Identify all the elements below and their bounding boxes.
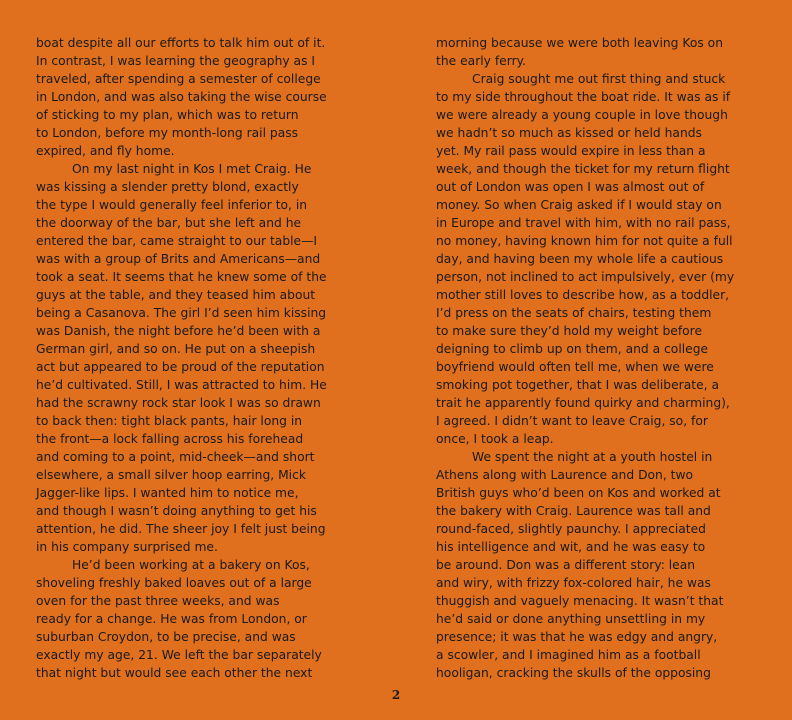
text-line: boyfriend would often tell me, when we were [436,360,714,374]
text-line: took a seat. It seems that he knew some of the [36,270,327,284]
text-line: he’d cultivated. Still, I was attracted to him. He [36,378,327,392]
text-line: boat despite all our efforts to talk him out of it. [36,36,326,50]
text-line: that night but would see each other the next [36,666,313,680]
text-line: German girl, and so on. He put on a sheepish [36,342,316,356]
page-number: 2 [391,688,401,702]
text-line: he’d said or done anything unsettling in my [436,612,706,626]
text-line: presence; it was that he was edgy and angry, [436,630,718,644]
text-line: to back then: tight black pants, hair long in [36,414,303,428]
text-line: thuggish and vaguely menacing. It wasn’t that [436,594,724,608]
text-line: round-faced, slightly paunchy. I appreciated [436,522,706,536]
text-line: deigning to climb up on them, and a college [436,342,709,356]
text-line: yet. My rail pass would expire in less than a [436,144,706,158]
text-line: the front—a lock falling across his forehead [36,432,304,446]
text-line: of sticking to my plan, which was to return [36,108,299,122]
text-line: person, not inclined to act impulsively, ever (my [436,270,735,284]
text-line: in Europe and travel with him, with no rail pass, [436,216,731,230]
text-line: act but appeared to be proud of the reputation [36,360,325,374]
text-line: attention, he did. The sheer joy I felt just being [36,522,326,536]
text-line: to my side throughout the boat ride. It was as if [436,90,731,104]
text-line: the doorway of the bar, but she left and he [36,216,302,230]
text-line: was Danish, the night before he’d been with a [36,324,321,338]
text-line: to make sure they’d hold my weight before [436,324,703,338]
text-line: no money, having known him for not quite a full [436,234,733,248]
text-line: traveled, after spending a semester of college [36,72,321,86]
text-line: once, I took a leap. [436,432,554,446]
text-line: in London, and was also taking the wise course [36,90,327,104]
text-line: a scowler, and I imagined him as a football [436,648,701,662]
text-line: hooligan, cracking the skulls of the opposing [436,666,711,680]
text-line: elsewhere, a small silver hoop earring, Mick [36,468,306,482]
text-line: be around. Don was a different story: lean [436,558,696,572]
text-line: we hadn’t so much as kissed or held hands [436,126,702,140]
text-line: we were already a young couple in love though [436,108,728,122]
text-line: guys at the table, and they teased him about [36,288,316,302]
text-line: I’d press on the seats of chairs, testing them [436,306,712,320]
text-line: mother still loves to describe how, as a toddler, [436,288,730,302]
text-line: Jagger-like lips. I wanted him to notice me, [36,486,299,500]
text-line: Athens along with Laurence and Don, two [436,468,694,482]
text-line: shoveling freshly baked loaves out of a large [36,576,312,590]
text-line: smoking pot together, that I was deliberate, a [436,378,720,392]
text-line: I agreed. I didn’t want to leave Craig, so, for [436,414,708,428]
text-line: suburban Croydon, to be precise, and was [36,630,296,644]
text-line: the type I would generally feel inferior to, in [36,198,308,212]
text-line: out of London was open I was almost out of [436,180,705,194]
text-line: in his company surprised me. [36,540,218,554]
text-line: being a Casanova. The girl I’d seen him kissing [36,306,327,320]
text-line: money. So when Craig asked if I would stay on [436,198,722,212]
text-line: was kissing a slender pretty blond, exactly [36,180,299,194]
text-line: day, and having been my whole life a cautious [436,252,724,266]
text-line: his intelligence and wit, and he was easy to [436,540,706,554]
text-line: We spent the night at a youth hostel in [472,450,713,464]
right-text-column [436,34,756,682]
text-line: exactly my age, 21. We left the bar separately [36,648,322,662]
text-line: trait he apparently found quirky and charming), [436,396,730,410]
text-line: and coming to a point, mid-cheek—and short [36,450,315,464]
text-line: In contrast, I was learning the geography as I [36,54,316,68]
text-line: Craig sought me out first thing and stuck [472,72,726,86]
text-line: to London, before my month-long rail pass [36,126,299,140]
text-line: and wiry, with frizzy fox-colored hair, he was [436,576,711,590]
text-line: On my last night in Kos I met Craig. He [72,162,312,176]
text-line: had the scrawny rock star look I was so drawn [36,396,321,410]
text-line: oven for the past three weeks, and was [36,594,280,608]
text-line: He’d been working at a bakery on Kos, [72,558,310,572]
text-line: and though I wasn’t doing anything to get his [36,504,317,518]
text-line: British guys who’d been on Kos and worked at [436,486,721,500]
text-line: expired, and fly home. [36,144,175,158]
text-line: morning because we were both leaving Kos on [436,36,723,50]
text-line: ready for a change. He was from London, or [36,612,307,626]
left-text-column [36,34,356,682]
text-line: was with a group of Brits and Americans—and [36,252,321,266]
text-line: week, and though the ticket for my return flight [436,162,730,176]
text-line: the bakery with Craig. Laurence was tall and [436,504,711,518]
text-line: the early ferry. [436,54,527,68]
text-line: entered the bar, came straight to our table—I [36,234,318,248]
